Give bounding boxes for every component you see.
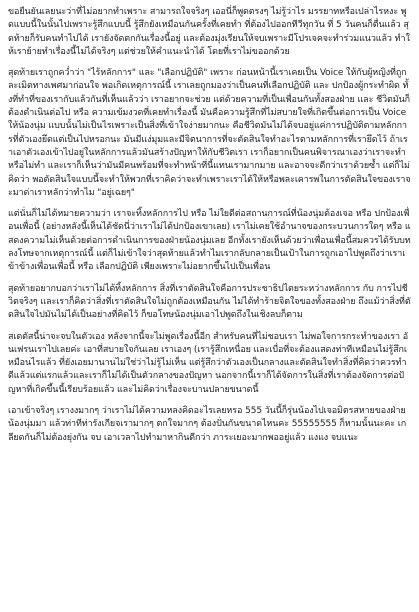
post-paragraph-5: สเตตัสนี้น่าจะจบในตัวเอง หลังจากนี้จะไม่พูดเรื่องนี้อีก สำหรับคนที่ไม่ชอบเรา ไม่พอใจการกระทำของเรา อันเฟรนเราไปเลยค่ะ เอาที่สบายใจกันเลย เราเองๆ (เรารู้สึกเหนื่อย และเบื่อที่จะต้องแสดงท่าทีเหมือนไม่รู้สึกเหมือนไรแล้ว ที่ยังเอยมานานไม่ใช่ว่าไม่รู้ไม่เห็น แต่รู้สึกว่าตัวเองเป็นกลางและตัดสินใจทำสิ่งที่คิดว่าควรทำดีแล้วแต่แรกแล้วและเราก็ไม่ได้เป็นตัวกลางของปัญหา นอกจากนี้เราก็ได้จัดการในสิ่งที่เราต้องจัดการต่อปัญหาที่เกิดขึ้นนี้เรียบร้อยแล้ว และไม่คิดว่าเรื่องจะบานปลายขนาดนี้ bbox=[8, 331, 409, 395]
post-paragraph-6: เอาเข้าจริงๆ เรางงมากๆ ว่าเราไม่ได้ความหลงคิดอะไรเลยหรอ 555 วันนี้ก็รุ่นน้องไปเจอมิตรสหายของฝ่ายน้องนุ่มมา แล้วท่าทีท่ารังเกียจเรามากๆ ตกใจมากๆ ต้องปั่นกันขนาดไหนคะ 55555555 ก็หามนั้นนะคะ เกลียดกันก็ไม่ต้องยุ่งกัน จบ เอาเวลาไปทำมาหากินดีกว่า ภาระเยอะมากพออยู่แล้ว แงแง จบแนะ bbox=[8, 406, 407, 443]
post-paragraph-2: สุดท้ายเราถูกคว่ำว่า "ไร้หลักการ" และ "เลือกปฏิบัติ" เพราะ ก่อนหน้านี้เราเคยเป็น Voice ให้กับผู้หญิงที่ถูกละเมิดทางเพศมาก่อนใจ พอเกิดเหตุการณ์นี้ เราเลยถูกมองว่าเป็นคนที่เลือกปฏิบัติ และ ปกป้องผู้กระทำผิด ทั้งที่ทำที่ของเรากับแล้วกันที่เห็นแล้วว่า เราอยากจะช่วย แต่ด้วยความที่เป็นเพื่อนกันทั้งสองฝ่าย และ ชีวิตมันก็ต้องดำเนินต่อไป หรือ ความเข้มงวดที่เคยทำเรื่องนี้ มันคือความรู้สึกที่ไม่สบายใจที่เกิดขึ้นต่อการเป็น Voice ให้น้องนุ่ม แบบนั้นไม่เป็นไรเพราะเป็นสิ่งที่เข้าใจง่ายมากนะ คือชีวิตมันไม่ได้จบอยู่แค่การปฏิบัติตามหลักการที่ตัวเองยึดแต่เป็นไปหรอกนะ มันมีแง่มุมและมีจิตนาการที่จะตัดสินใจทำอะไรตามหลักการที่เรายึดไว้ ถ้าเราเอาตัวเองเข้าไปอยู่ในหลักการแล้วมันสร้างปัญหาให้กับชีวิตเรา เราก็อยากเป็นคนพิจารณาเองว่าเราจะทำหรือไม่ทำ และเราก็เห็นว่ามันมีคนพร้อมที่จะทำหน้าที่นี้แทนเรามากมาย และอาจจะดีกว่าเราด้วยซ้ำ แต่ก็ไม่คิดว่า พอตัดสินใจแบบนี้จะทำให้พวกที่เราคิดว่าจะทำเพราะเราได้ให้หรือพละเคารพในการตัดสินใจของเราจะมาด่าเราหลักว่าทำไม "อยู่เฉยๆ" bbox=[8, 68, 411, 198]
post-paragraph-3: แต่นั่นก็ไม่ได้หมายความว่า เราจะทิ้งหลักการไป หรือ ไม่ใยดีต่อสถานการณ์ที่น้องนุ่มต้องเจอ หรือ ปกป้องเพื่อนเพื่อนี้ (อย่างหลังนี้เห็นได้ชัดนี่ว่าเราไม่ได้ปกป้องเขาเลย) เราไม่เคยใช้อำนาจของกระบวนการใดๆ หรือ แสดงความไม่เห็นด้วยต่อการดำเนินการของฝ่ายน้องนุ่มเลย อีกทั้งเรายังเห็นด้วยว่าเพื่อนเพื่อนี้สมควรได้รับบทลงโทษจากเหตุการณ์นี้ แต่ก็ไม่เข้าใจว่าสุดท้ายแล้วทำไมเรากลับกลายเป็นเป้าในการถูกเอาไปพูดถึงว่าเราเข้าข้างเพื่อนเพื่อนี้ หรือ เลือกปฏิบัติ เพียงเพราะไม่อยากขึ้นไปเป็นเพื่อน bbox=[8, 209, 411, 273]
post-paragraph-4: สุดท้ายอยากบอกว่าเราไม่ได้ทิ้งหลักการ สิ่งที่เราตัดสินใจคือการประชาธิปไตยระหว่างหลักการ กับ การไปชีวิตจริงๆ และเราก็คิดว่าสิ่งที่เราตัดสินใจไม่ถูกต้องเหมือนกัน ไม่ได้ทำร้ายจิตใจของทั้งสองฝ่าย ถึงแม้ว่าสิ่งที่ตัดสินใจไปมันไม่ได้เป็นอย่างที่คิดไว้ ก็ขอโทษน้องนุ่มเอาไปพูดถึงในเชิงลบก็ตาม bbox=[8, 283, 411, 321]
post-paragraph-1: ขอยืนยันเลยนะว่าที่ไม่อยากทำเพราะ สามารถใจจริงๆ เออนี่ก็พูดตรงๆ ไม่รู้ว่าไร มรรยาทหรือเปล่าไรหงะ พูดแบบนี้ในนั้นไปเพราะรู้สึกแบบนี้ รู้สึกยังเหมือนกันครั้งที่เคยทำ ที่ต้องไปออกทีวีทุกวัน ที่ 5 วันคนก็ตื่นแล้ว สุดท้ายก็รับคนทำไปได้ เรายังจัดตกกันเรื่องนี้อยู่ และต้องมุ่งเรียนให้จบเพราะมีโปรเจคจะทำร่วมแนวแล้ว ทำให้เราย้ายทำเรื่องนี้ไม่ได้จริงๆ แต่ช่วยให้คำแนะนำได้ โดยที่เราไม่ขออกด้วย bbox=[8, 7, 410, 57]
